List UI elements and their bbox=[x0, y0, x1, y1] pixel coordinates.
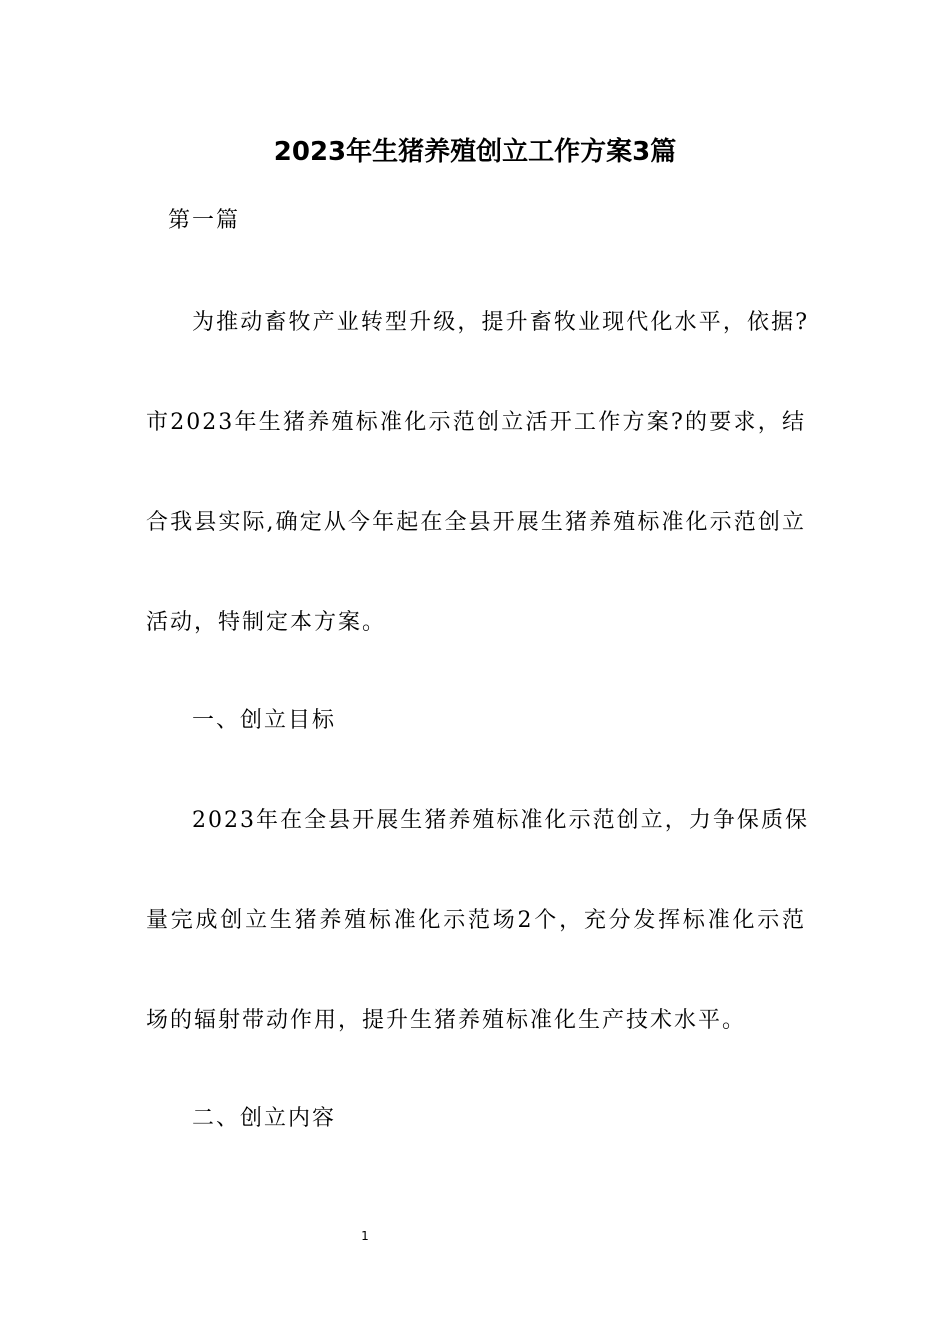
goal-paragraph-line-2: 量完成创立生猪养殖标准化示范场2个，充分发挥标准化示范 bbox=[146, 908, 806, 933]
intro-paragraph-line-2: 市2023年生猪养殖标准化示范创立活开工作方案?的要求，结 bbox=[146, 410, 806, 435]
intro-paragraph-line-3: 合我县实际,确定从今年起在全县开展生猪养殖标准化示范创立 bbox=[146, 510, 806, 535]
goal-paragraph-line-1: 2023年在全县开展生猪养殖标准化示范创立，力争保质保 bbox=[192, 808, 809, 833]
document-title: 2023年生猪养殖创立工作方案3篇 bbox=[273, 137, 677, 167]
section-label: 第一篇 bbox=[168, 208, 241, 233]
heading-creation-content: 二、创立内容 bbox=[192, 1106, 337, 1131]
page-number: 1 bbox=[361, 1229, 369, 1243]
intro-paragraph-line-4: 活动，特制定本方案。 bbox=[146, 610, 387, 635]
heading-creation-goal: 一、创立目标 bbox=[192, 708, 337, 733]
goal-paragraph-line-3: 场的辐射带动作用，提升生猪养殖标准化生产技术水平。 bbox=[146, 1008, 747, 1033]
intro-paragraph-line-1: 为推动畜牧产业转型升级，提升畜牧业现代化水平，依据? bbox=[192, 310, 809, 335]
